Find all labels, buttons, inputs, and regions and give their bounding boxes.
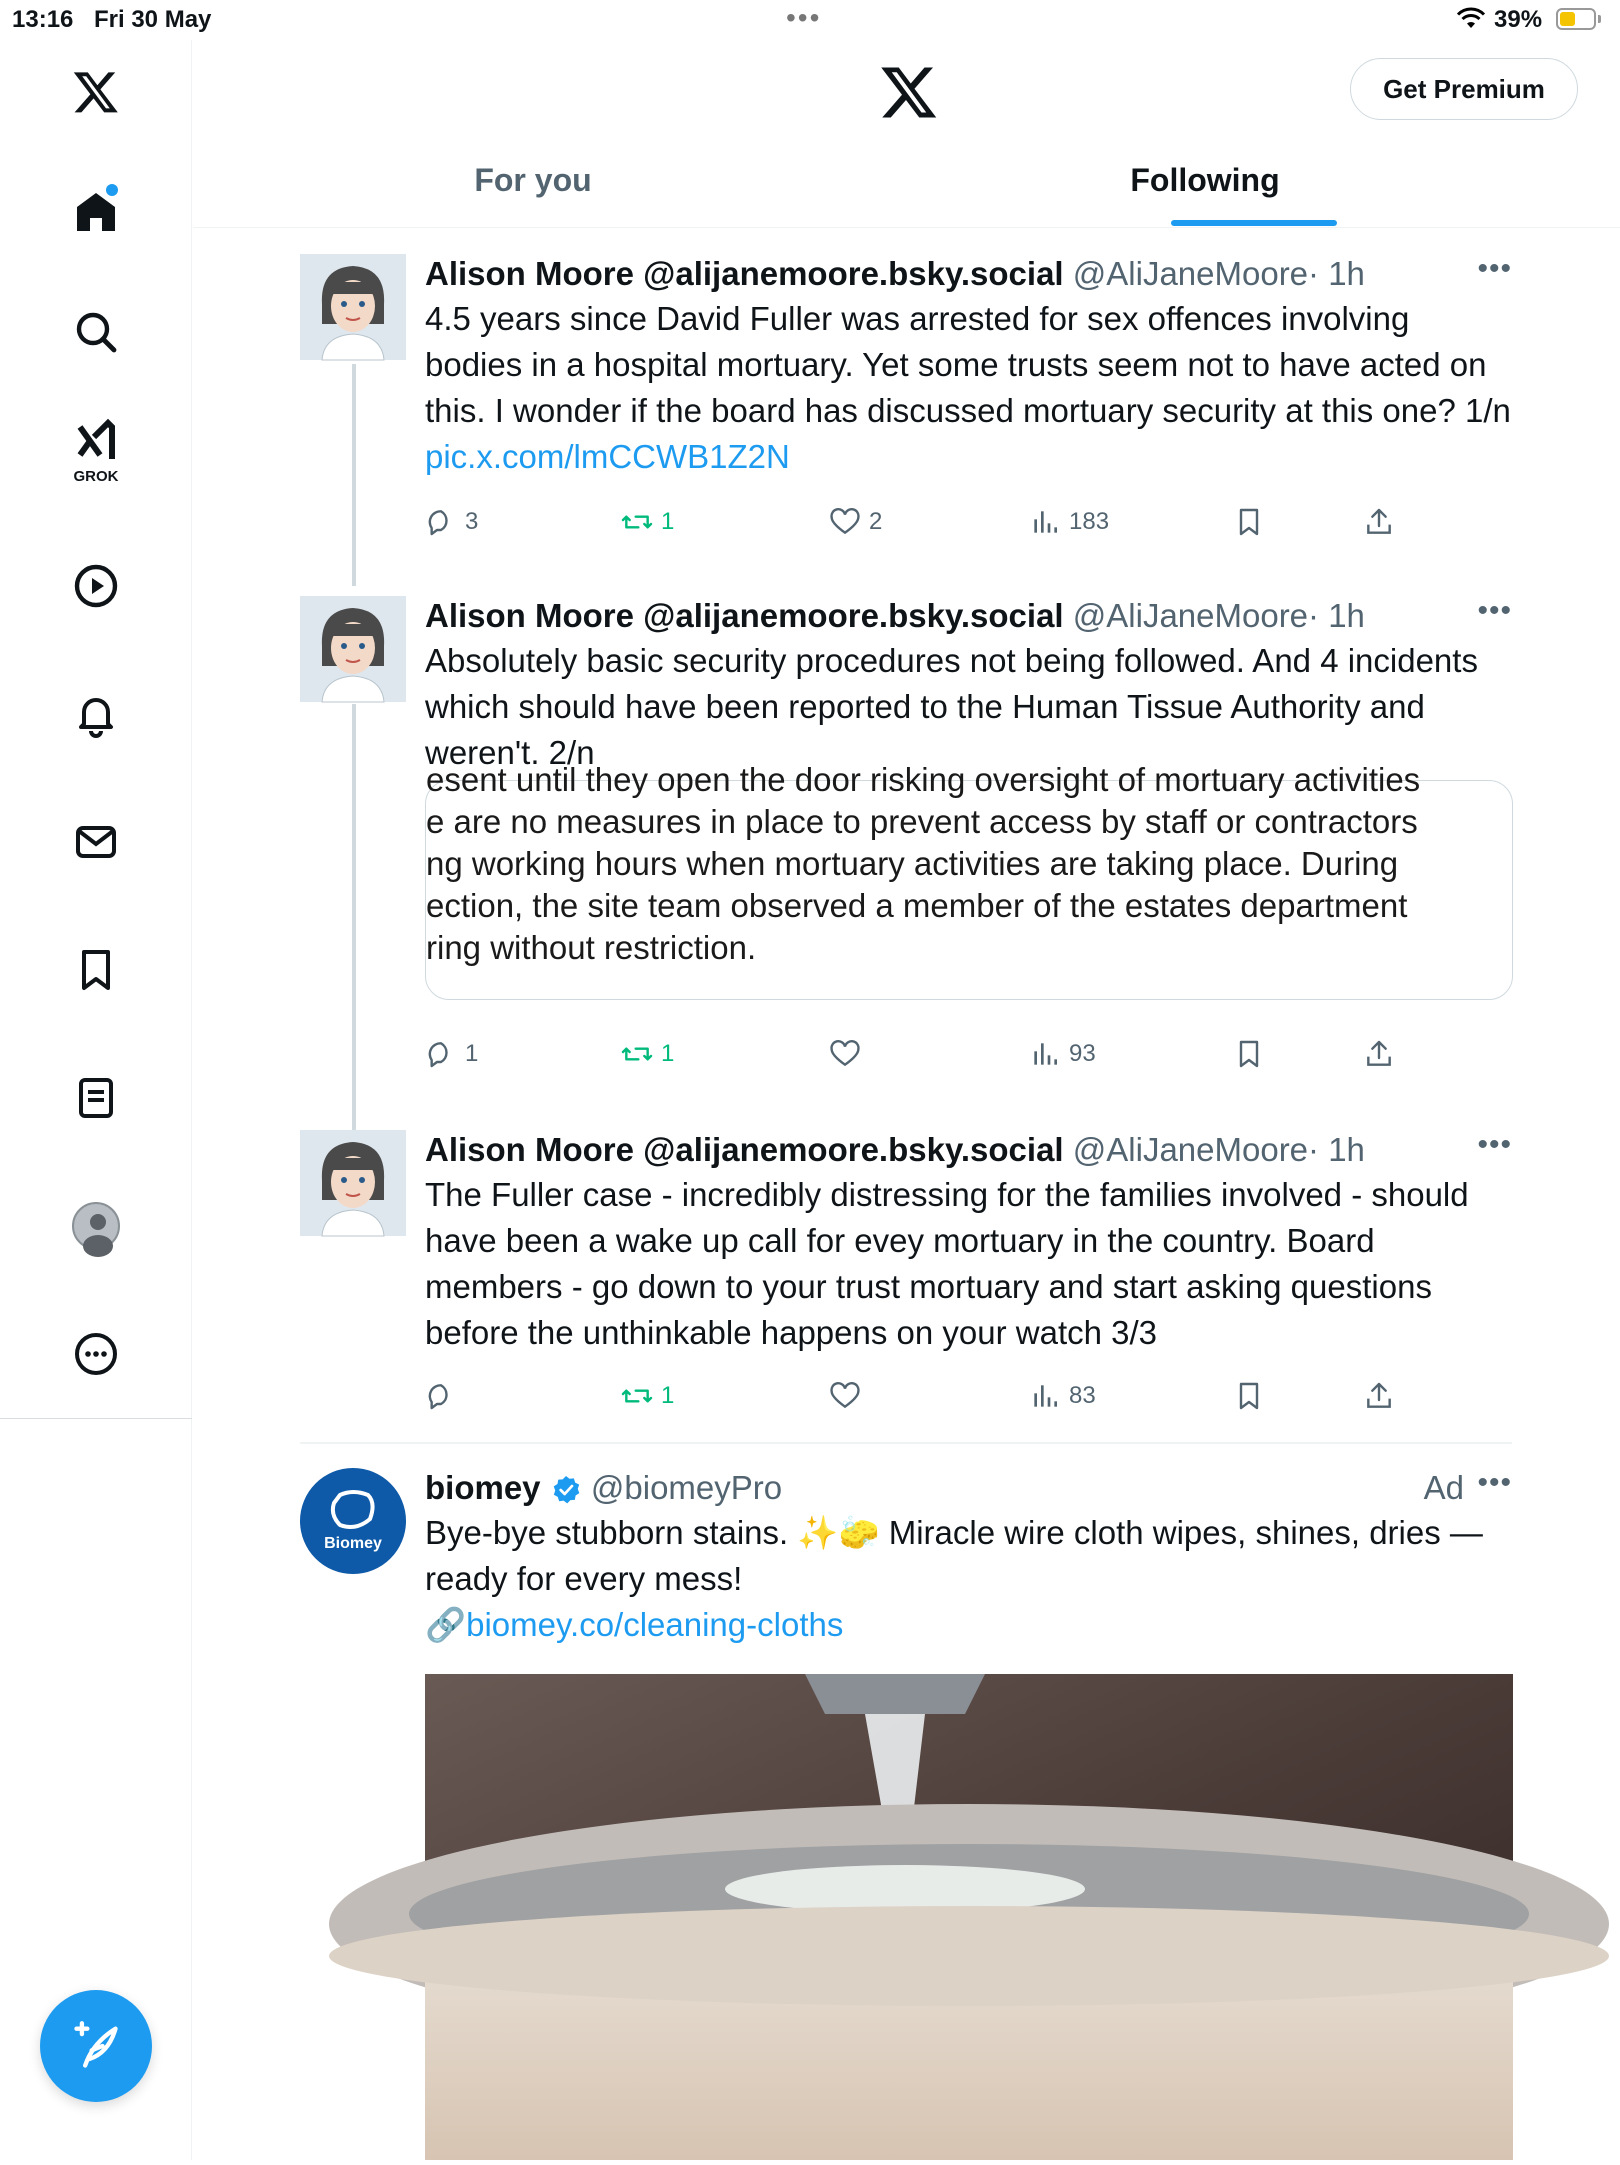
heart-icon xyxy=(829,1380,861,1412)
tweet-text xyxy=(425,1510,1515,1648)
notifications-icon[interactable] xyxy=(64,682,128,746)
retweet-button[interactable] xyxy=(621,500,674,544)
reply-count: 3 xyxy=(465,508,479,535)
tweet-time: · 1h xyxy=(1308,597,1365,634)
tweet-header xyxy=(425,1468,782,1508)
compose-feather-icon xyxy=(70,2020,122,2072)
link-emoji-icon: 🔗 xyxy=(425,1606,467,1643)
tweet-media-link[interactable]: pic.x.com/lmCCWB1Z2N xyxy=(425,438,790,475)
retweet-icon xyxy=(621,1380,653,1412)
sidebar xyxy=(0,40,192,2160)
more-icon[interactable] xyxy=(64,1322,128,1386)
lists-icon[interactable] xyxy=(64,1066,128,1130)
tweet-text-content: 4.5 years since David Fuller was arrested for sex offences involving bodies in a hospital mortuary. Yet some trusts seem not to have acted on this. I wonder if the board has discussed mortuary security at this one? 1/n xyxy=(425,300,1511,429)
profile-icon[interactable] xyxy=(64,1194,128,1258)
author-name[interactable]: Alison Moore @alijanemoore.bsky.social xyxy=(425,1131,1064,1168)
share-icon xyxy=(1363,1038,1395,1070)
bookmark-icon xyxy=(1233,506,1265,538)
more-options-icon[interactable]: ••• xyxy=(1477,1466,1512,1499)
x-logo-icon[interactable] xyxy=(64,60,128,124)
reply-count: 1 xyxy=(465,1040,479,1067)
media-text-line: ring without restriction. xyxy=(426,929,757,966)
more-options-icon[interactable]: ••• xyxy=(1477,594,1512,627)
tweet-time: · 1h xyxy=(1308,255,1365,292)
views-icon xyxy=(1029,1380,1061,1412)
like-button[interactable] xyxy=(829,1032,869,1076)
feed-divider xyxy=(300,1442,1512,1444)
media-text-line: e are no measures in place to prevent access by staff or contractors xyxy=(426,803,1418,840)
retweet-count: 1 xyxy=(661,1382,675,1409)
bookmark-button[interactable] xyxy=(1233,1032,1273,1076)
tweet-actions xyxy=(425,1374,1425,1418)
tweet-text: Absolutely basic security procedures not being followed. And 4 incidents which should have been reported to the Human Tissue Authority and weren't. 2/n xyxy=(425,642,1478,771)
advertiser-avatar[interactable] xyxy=(300,1468,406,1574)
tweet-media-image[interactable] xyxy=(425,761,1513,1000)
view-count: 83 xyxy=(1069,1382,1096,1409)
tweet-text xyxy=(425,296,1515,480)
ad-text: Bye-bye stubborn stains. ✨🧽 Miracle wire cloth wipes, shines, dries —ready for every mess! xyxy=(425,1514,1483,1597)
reply-button[interactable] xyxy=(425,1374,465,1418)
share-button[interactable] xyxy=(1363,500,1403,544)
views-button[interactable] xyxy=(1029,500,1109,544)
media-text-line: ection, the site team observed a member of the estates department xyxy=(426,887,1408,924)
grok-icon[interactable] xyxy=(64,418,128,485)
multitask-dots-icon[interactable]: ••• xyxy=(786,2,822,33)
views-icon xyxy=(1029,1038,1061,1070)
get-premium-button[interactable]: Get Premium xyxy=(1350,58,1578,120)
status-date: Fri 30 May xyxy=(94,6,212,33)
reply-button[interactable] xyxy=(425,500,478,544)
tweet-actions xyxy=(425,500,1425,544)
ad-video-frame xyxy=(425,1674,1513,2160)
grok-label: GROK xyxy=(73,468,119,485)
profile-avatar xyxy=(72,1202,120,1250)
author-avatar[interactable] xyxy=(300,254,406,360)
biomey-logo-icon xyxy=(326,1489,380,1533)
like-count: 2 xyxy=(869,508,883,535)
advertiser-name[interactable]: biomey xyxy=(425,1469,541,1506)
views-icon xyxy=(1029,506,1061,538)
media-text-line: esent until they open the door risking oversight of mortuary activities xyxy=(426,761,1421,798)
ad-link[interactable]: biomey.co/cleaning-cloths xyxy=(466,1606,844,1643)
bookmark-button[interactable] xyxy=(1233,500,1273,544)
retweet-button[interactable] xyxy=(621,1374,674,1418)
battery-percent: 39% xyxy=(1494,6,1543,33)
active-tab-indicator xyxy=(1171,220,1337,226)
share-icon xyxy=(1363,506,1395,538)
tweet[interactable] xyxy=(300,1130,1512,1430)
tweet[interactable] xyxy=(300,254,1512,554)
more-options-icon[interactable]: ••• xyxy=(1477,252,1512,285)
author-handle[interactable]: @AliJaneMoore xyxy=(1072,1131,1309,1168)
tweet-header xyxy=(425,254,1365,294)
share-button[interactable] xyxy=(1363,1374,1403,1418)
heart-icon xyxy=(829,506,861,538)
author-name[interactable]: Alison Moore @alijanemoore.bsky.social xyxy=(425,597,1064,634)
messages-icon[interactable] xyxy=(64,810,128,874)
tweet-time: · 1h xyxy=(1308,1131,1365,1168)
ad-label: Ad xyxy=(1423,1469,1464,1506)
tweet-header xyxy=(425,1130,1365,1170)
view-count: 183 xyxy=(1069,508,1110,535)
view-count: 93 xyxy=(1069,1040,1096,1067)
tab-for-you[interactable]: For you xyxy=(474,162,592,198)
advertiser-avatar-label: Biomey xyxy=(324,1535,382,1552)
author-avatar[interactable] xyxy=(300,1130,406,1236)
share-icon xyxy=(1363,1380,1395,1412)
retweet-icon xyxy=(621,506,653,538)
media-text-line: ng working hours when mortuary activities are taking place. During xyxy=(426,845,1399,882)
author-avatar[interactable] xyxy=(300,596,406,702)
status-time: 13:16 xyxy=(12,6,74,33)
x-logo-icon[interactable] xyxy=(879,62,939,122)
battery-icon xyxy=(1556,8,1596,30)
views-button[interactable] xyxy=(1029,1032,1096,1076)
home-icon[interactable] xyxy=(64,180,128,244)
like-button[interactable] xyxy=(829,500,882,544)
wifi-icon xyxy=(1456,6,1486,30)
bookmark-button[interactable] xyxy=(1233,1374,1273,1418)
compose-button[interactable] xyxy=(40,1990,152,2102)
advertiser-handle[interactable]: @biomeyPro xyxy=(590,1469,783,1506)
like-button[interactable] xyxy=(829,1374,869,1418)
retweet-button[interactable] xyxy=(621,1032,674,1076)
retweet-count: 1 xyxy=(661,1040,675,1067)
tweet-header xyxy=(425,596,1365,636)
retweet-icon xyxy=(621,1038,653,1070)
more-options-icon[interactable]: ••• xyxy=(1477,1128,1512,1161)
timeline-header xyxy=(193,40,1620,228)
author-name[interactable]: Alison Moore @alijanemoore.bsky.social xyxy=(425,255,1064,292)
bookmark-icon xyxy=(1233,1038,1265,1070)
ad-video[interactable] xyxy=(425,1674,1513,2160)
views-button[interactable] xyxy=(1029,1374,1096,1418)
verified-badge-icon xyxy=(550,1474,582,1506)
tweet[interactable] xyxy=(300,596,1512,1096)
tweet-actions xyxy=(425,1032,1425,1076)
battery-nub xyxy=(1598,15,1601,23)
bookmarks-icon[interactable] xyxy=(64,938,128,1002)
tweet-text: The Fuller case - incredibly distressing for the families involved - should have been a wake up call for evey mortuary in the country. Board members - go down to your trust mortuary and start asking questions before the unthinkable happens on your watch 3/3 xyxy=(425,1176,1469,1351)
author-handle[interactable]: @AliJaneMoore xyxy=(1072,255,1309,292)
tab-following[interactable]: Following xyxy=(1130,162,1280,198)
search-icon[interactable] xyxy=(64,300,128,364)
video-icon[interactable] xyxy=(64,554,128,618)
sidebar-divider xyxy=(0,1418,192,1419)
reply-icon xyxy=(425,1380,457,1412)
heart-icon xyxy=(829,1038,861,1070)
home-notification-dot xyxy=(106,184,118,196)
retweet-count: 1 xyxy=(661,508,675,535)
promoted-tweet[interactable] xyxy=(300,1468,1512,2160)
bookmark-icon xyxy=(1233,1380,1265,1412)
share-button[interactable] xyxy=(1363,1032,1403,1076)
reply-button[interactable] xyxy=(425,1032,478,1076)
status-bar xyxy=(0,0,1620,40)
reply-icon xyxy=(425,1038,457,1070)
author-handle[interactable]: @AliJaneMoore xyxy=(1072,597,1309,634)
reply-icon xyxy=(425,506,457,538)
